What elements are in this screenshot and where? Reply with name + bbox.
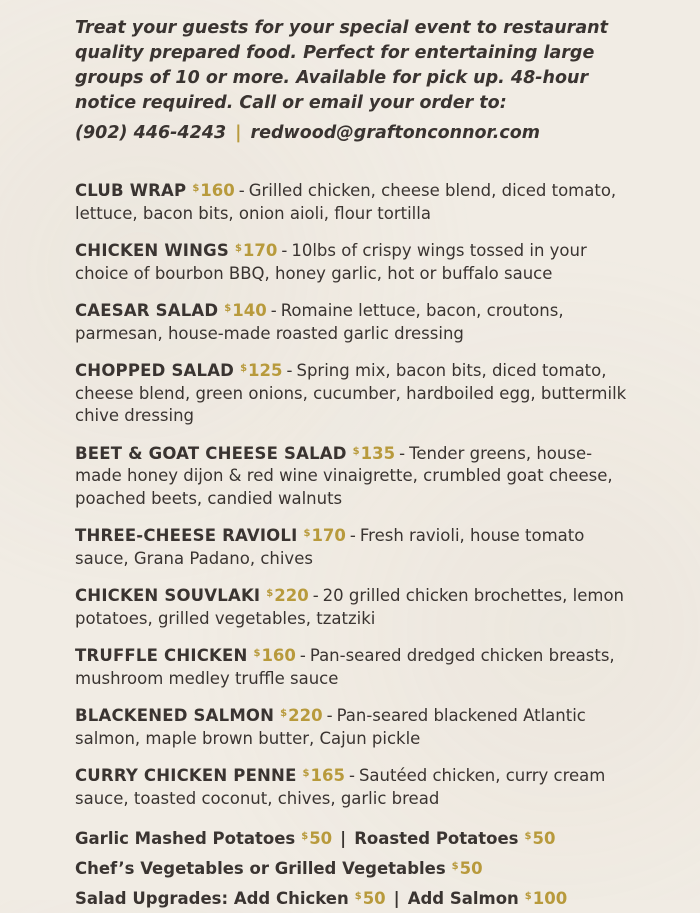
menu-item-name: CHICKEN SOUVLAKI bbox=[75, 586, 261, 605]
menu-item-name: CURRY CHICKEN PENNE bbox=[75, 766, 297, 785]
menu-item bbox=[75, 763, 635, 810]
side-price-vegetables: $50 bbox=[451, 859, 483, 878]
currency-symbol: $ bbox=[301, 831, 309, 842]
menu-item-description: 10lbs of crispy wings tossed in your choice of bourbon BBQ, honey garlic, hot or buffalo sauce bbox=[75, 241, 587, 283]
menu-item-name: BLACKENED SALMON bbox=[75, 706, 275, 725]
side-price-roasted: $50 bbox=[524, 829, 556, 848]
currency-symbol: $ bbox=[253, 648, 261, 659]
sides-line-potatoes bbox=[75, 823, 660, 853]
currency-symbol: $ bbox=[240, 363, 248, 374]
menu-item bbox=[75, 238, 635, 285]
currency-symbol: $ bbox=[280, 708, 288, 719]
currency-symbol: $ bbox=[224, 303, 232, 314]
menu-item-name: TRUFFLE CHICKEN bbox=[75, 646, 248, 665]
menu-item-description: Pan-seared dredged chicken breasts, mushroom medley truffle sauce bbox=[75, 646, 615, 688]
menu-items bbox=[75, 178, 660, 810]
currency-symbol: $ bbox=[524, 831, 532, 842]
menu-item-name: CAESAR SALAD bbox=[75, 301, 219, 320]
dash-separator: - bbox=[326, 706, 333, 725]
menu-item bbox=[75, 523, 635, 570]
dash-separator: - bbox=[299, 646, 306, 665]
menu-item-name: THREE-CHEESE RAVIOLI bbox=[75, 526, 298, 545]
menu-item-price: $165 bbox=[302, 766, 345, 785]
menu-item-description: 20 grilled chicken brochettes, lemon potatoes, grilled vegetables, tzatziki bbox=[75, 586, 624, 628]
side-label-add-salmon: Add Salmon bbox=[407, 889, 519, 908]
currency-symbol: $ bbox=[302, 768, 310, 779]
side-label-vegetables: Chef’s Vegetables or Grilled Vegetables bbox=[75, 859, 446, 878]
email-address[interactable]: redwood@graftonconnor.com bbox=[250, 123, 540, 143]
menu-item-description: Grilled chicken, cheese blend, diced tomato, lettuce, bacon bits, onion aioli, flour tortilla bbox=[75, 181, 617, 223]
menu-item-price: $160 bbox=[253, 646, 296, 665]
phone-number[interactable]: (902) 446-4243 bbox=[75, 123, 227, 143]
menu-item-name: CHICKEN WINGS bbox=[75, 241, 229, 260]
menu-item bbox=[75, 583, 635, 630]
currency-symbol: $ bbox=[234, 243, 242, 254]
menu-item bbox=[75, 441, 635, 511]
dash-separator: - bbox=[399, 443, 406, 463]
currency-symbol: $ bbox=[451, 861, 459, 872]
contact-line bbox=[75, 121, 660, 146]
menu-item-price: $135 bbox=[352, 443, 396, 463]
side-price-garlic-mashed: $50 bbox=[301, 829, 333, 848]
dash-separator: - bbox=[286, 361, 293, 380]
sides-line-upgrades bbox=[75, 883, 660, 913]
dash-separator: - bbox=[270, 301, 277, 320]
sides-line-vegetables bbox=[75, 853, 660, 883]
dash-separator: - bbox=[238, 181, 245, 200]
menu-item-price: $160 bbox=[192, 181, 235, 200]
side-label-garlic-mashed: Garlic Mashed Potatoes bbox=[75, 829, 296, 848]
contact-separator: | bbox=[235, 123, 242, 143]
menu-item-price: $140 bbox=[224, 301, 267, 320]
menu-item-description: Romaine lettuce, bacon, croutons, parmesan, house-made roasted garlic dressing bbox=[75, 301, 564, 343]
menu-item bbox=[75, 358, 635, 428]
menu-item-description: Fresh ravioli, house tomato sauce, Grana Padano, chives bbox=[75, 526, 585, 568]
menu-item-price: $170 bbox=[303, 526, 346, 545]
menu-item-description: Spring mix, bacon bits, diced tomato, cheese blend, green onions, cucumber, hardboiled egg, buttermilk chive dressing bbox=[75, 361, 627, 425]
side-separator: | bbox=[393, 889, 400, 908]
dash-separator: - bbox=[349, 526, 356, 545]
menu-item bbox=[75, 298, 635, 345]
menu-item-description: Pan-seared blackened Atlantic salmon, maple brown butter, Cajun pickle bbox=[75, 706, 586, 748]
side-price-add-chicken: $50 bbox=[354, 889, 386, 908]
side-price-add-salmon: $100 bbox=[524, 889, 568, 908]
menu-item bbox=[75, 643, 635, 690]
currency-symbol: $ bbox=[303, 528, 311, 539]
menu-item-price: $125 bbox=[240, 361, 283, 380]
currency-symbol: $ bbox=[192, 183, 200, 194]
menu-item-price: $220 bbox=[266, 586, 309, 605]
side-label-add-chicken: Salad Upgrades: Add Chicken bbox=[75, 889, 349, 908]
dash-separator: - bbox=[348, 766, 355, 785]
side-label-roasted: Roasted Potatoes bbox=[354, 829, 519, 848]
menu-item-description: Sautéed chicken, curry cream sauce, toasted coconut, chives, garlic bread bbox=[75, 766, 606, 808]
menu-item-name: CLUB WRAP bbox=[75, 181, 187, 200]
currency-symbol: $ bbox=[524, 891, 532, 902]
menu-item bbox=[75, 703, 635, 750]
currency-symbol: $ bbox=[354, 891, 362, 902]
currency-symbol: $ bbox=[352, 445, 360, 457]
menu-item-price: $170 bbox=[234, 241, 278, 260]
side-separator: | bbox=[340, 829, 347, 848]
dash-separator: - bbox=[312, 586, 319, 605]
currency-symbol: $ bbox=[266, 588, 274, 599]
menu-item-name: BEET & GOAT CHEESE SALAD bbox=[75, 443, 347, 463]
menu-item-price: $220 bbox=[280, 706, 323, 725]
menu-item bbox=[75, 178, 635, 225]
intro-text: Treat your guests for your special event to restaurant quality prepared food. Perfect for entertaining large groups of 10 or more. Available for pick up. 48-hour notice required. Call or email your order to: bbox=[75, 18, 608, 113]
dash-separator: - bbox=[281, 241, 288, 260]
menu-item-description: Tender greens, house-made honey dijon & red wine vinaigrette, crumbled goat cheese, poached beets, candied walnuts bbox=[75, 443, 613, 508]
menu-item-name: CHOPPED SALAD bbox=[75, 361, 235, 380]
